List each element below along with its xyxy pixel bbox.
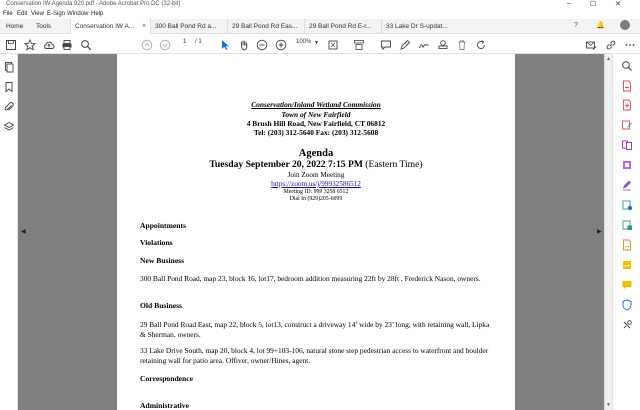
select-cursor-icon[interactable] [219, 38, 231, 50]
zoom-level-select[interactable]: 100% [296, 39, 312, 45]
rotate-icon[interactable] [475, 38, 487, 50]
menu-edit[interactable]: Edit [17, 11, 28, 17]
section-violations: Violations [140, 238, 173, 247]
collapse-left-panel-icon[interactable]: ◀ [21, 229, 26, 235]
meeting-date-bold: Tuesday September 20, 2022 7:15 PM [209, 159, 363, 170]
page-number-input[interactable]: 1 [183, 39, 187, 45]
share-link-icon[interactable] [605, 38, 617, 50]
tab-document-5-label: 33 Lake Dr S-updat... [386, 23, 448, 30]
agenda-title: Agenda [298, 148, 334, 159]
tab-document-2[interactable] [150, 19, 227, 34]
highlight-pen-icon[interactable] [399, 38, 411, 50]
title-bar [0, 0, 640, 10]
protect-icon[interactable] [621, 218, 633, 230]
section-new-business: New Business [140, 256, 185, 265]
zoom-dropdown-chevron-icon[interactable]: ▼ [314, 40, 319, 46]
menu-esign[interactable]: E-Sign [47, 11, 66, 17]
previous-page-icon[interactable] [141, 38, 153, 50]
tab-document-5[interactable] [381, 19, 465, 34]
new-business-item: 300 Ball Pond Road, map 23, block 16, lot17, bedroom addition measuring 22ft by 28ft , Frederick Nason, owners. [140, 274, 481, 283]
minimize-button[interactable]: – [567, 0, 571, 7]
comment-tool-icon[interactable] [621, 178, 633, 190]
dial-in: Dial In (929)205-6099 [289, 196, 343, 202]
stamp-icon[interactable] [437, 38, 449, 50]
section-correspondence: Correspondence [140, 374, 194, 383]
notifications-icon[interactable]: 🔔 [596, 22, 605, 29]
search-tools-icon[interactable] [621, 59, 633, 71]
collapse-right-panel-icon[interactable]: ▶ [597, 229, 602, 235]
header-commission: Conservation/Inland Wetland Commission [251, 100, 381, 109]
meeting-date [117, 159, 515, 170]
tab-bar [0, 19, 640, 34]
page-total: / 1 [195, 39, 202, 45]
more-options-icon[interactable] [624, 38, 636, 50]
tab-document-2-label: 300 Ball Pond Rd a... [155, 23, 217, 30]
tab-document-1-label: Conservation IW A... [75, 23, 135, 30]
fill-sign-icon[interactable] [621, 238, 633, 250]
page-view-options-icon[interactable] [353, 38, 365, 50]
menu-help[interactable]: Help [91, 11, 104, 17]
request-esignatures-icon[interactable] [621, 278, 633, 290]
window-title: Conservation IW Agenda 920.pdf - Adobe Acrobat Pro DC (32-bit) [6, 1, 181, 7]
bookmark-star-icon[interactable] [24, 38, 36, 50]
close-window-button[interactable]: ✕ [615, 1, 621, 8]
next-page-icon[interactable] [159, 38, 171, 50]
delete-icon[interactable] [456, 38, 468, 50]
tab-home[interactable]: Home [6, 23, 24, 30]
help-icon[interactable]: ? [574, 22, 578, 29]
scroll-down-arrow-icon[interactable]: ▼ [606, 402, 611, 408]
meeting-id: Meeting ID: 999 3258 6512 [283, 189, 349, 195]
old-business-item-1: 29 Ball Pond Road East, map 22, block 5, lot13, construct a driveway 14’ wide by 23’ long, with retaining wall, Lipka & Sherman, owners. [140, 320, 490, 339]
header-phones: Tel: (203) 312-5640 Fax: (203) 312-5608 [253, 128, 379, 137]
vertical-scrollbar[interactable] [604, 54, 612, 410]
header-address: 4 Brush Hill Road, New Fairfield, CT 06812 [246, 119, 386, 128]
save-icon[interactable] [5, 38, 17, 50]
draw-signature-icon[interactable] [418, 38, 430, 50]
section-administrative: Administrative [140, 401, 189, 410]
right-tools-rail [612, 54, 640, 410]
section-old-business: Old Business [140, 301, 182, 310]
edit-pdf-icon[interactable] [621, 118, 633, 130]
pdf-page [117, 54, 515, 410]
zoom-link[interactable]: https://zoom.us/j/99932586512 [271, 180, 361, 188]
tab-document-4-label: 29 Ball Pond Rd E-r... [309, 23, 372, 30]
tab-document-3[interactable] [227, 19, 304, 34]
email-sign-icon[interactable] [585, 38, 597, 50]
tab-tools[interactable]: Tools [36, 23, 52, 30]
header-town: Town of New Fairfield [281, 110, 351, 119]
zoom-search-icon[interactable] [80, 38, 92, 50]
print-icon[interactable] [61, 38, 73, 50]
hand-tool-icon[interactable] [238, 38, 250, 50]
upload-cloud-icon[interactable] [43, 38, 55, 50]
create-pdf-icon[interactable] [621, 98, 633, 110]
menu-bar [0, 10, 640, 19]
menu-window[interactable]: Window [67, 11, 89, 17]
menu-view[interactable]: View [31, 11, 44, 17]
page-thumbnails-icon[interactable] [3, 60, 15, 72]
section-appointments: Appointments [140, 221, 186, 230]
tab-close-icon[interactable]: × [142, 23, 147, 30]
combine-files-icon[interactable] [621, 138, 633, 150]
toolbar [0, 34, 640, 54]
account-avatar[interactable] [620, 20, 630, 30]
layers-icon[interactable] [3, 120, 15, 132]
shield-icon[interactable] [621, 298, 633, 310]
bookmarks-icon[interactable] [3, 80, 15, 92]
menu-file[interactable]: File [3, 11, 13, 17]
zoom-in-icon[interactable] [275, 38, 287, 50]
organize-pages-icon[interactable] [621, 158, 633, 170]
scroll-up-arrow-icon[interactable]: ▲ [606, 56, 611, 62]
tab-document-1[interactable] [70, 19, 150, 34]
old-business-item-2: 33 Lake Drive South, map 20, block 4, lot 99+103-106, natural stone step pedestrian access to waterfront and boulder retaining wall for patio area. Offiver, owner/Hines, agent. [140, 346, 489, 365]
maximize-button[interactable]: ☐ [590, 1, 597, 8]
export-pdf-icon[interactable] [621, 79, 633, 91]
more-tools-icon[interactable] [621, 318, 633, 330]
fit-page-icon[interactable] [327, 38, 339, 50]
tab-document-3-label: 29 Ball Pond Rd Eas... [232, 23, 298, 30]
comment-icon[interactable] [380, 38, 392, 50]
send-for-signature-icon[interactable] [621, 258, 633, 270]
left-navigation-rail [0, 54, 18, 410]
zoom-out-icon[interactable] [256, 38, 268, 50]
attachments-icon[interactable] [3, 100, 15, 112]
scan-ocr-icon[interactable] [621, 198, 633, 210]
tab-document-4[interactable] [304, 19, 381, 34]
meeting-timezone: (Eastern Time) [365, 159, 423, 170]
join-zoom-text: Join Zoom Meeting [287, 171, 345, 179]
